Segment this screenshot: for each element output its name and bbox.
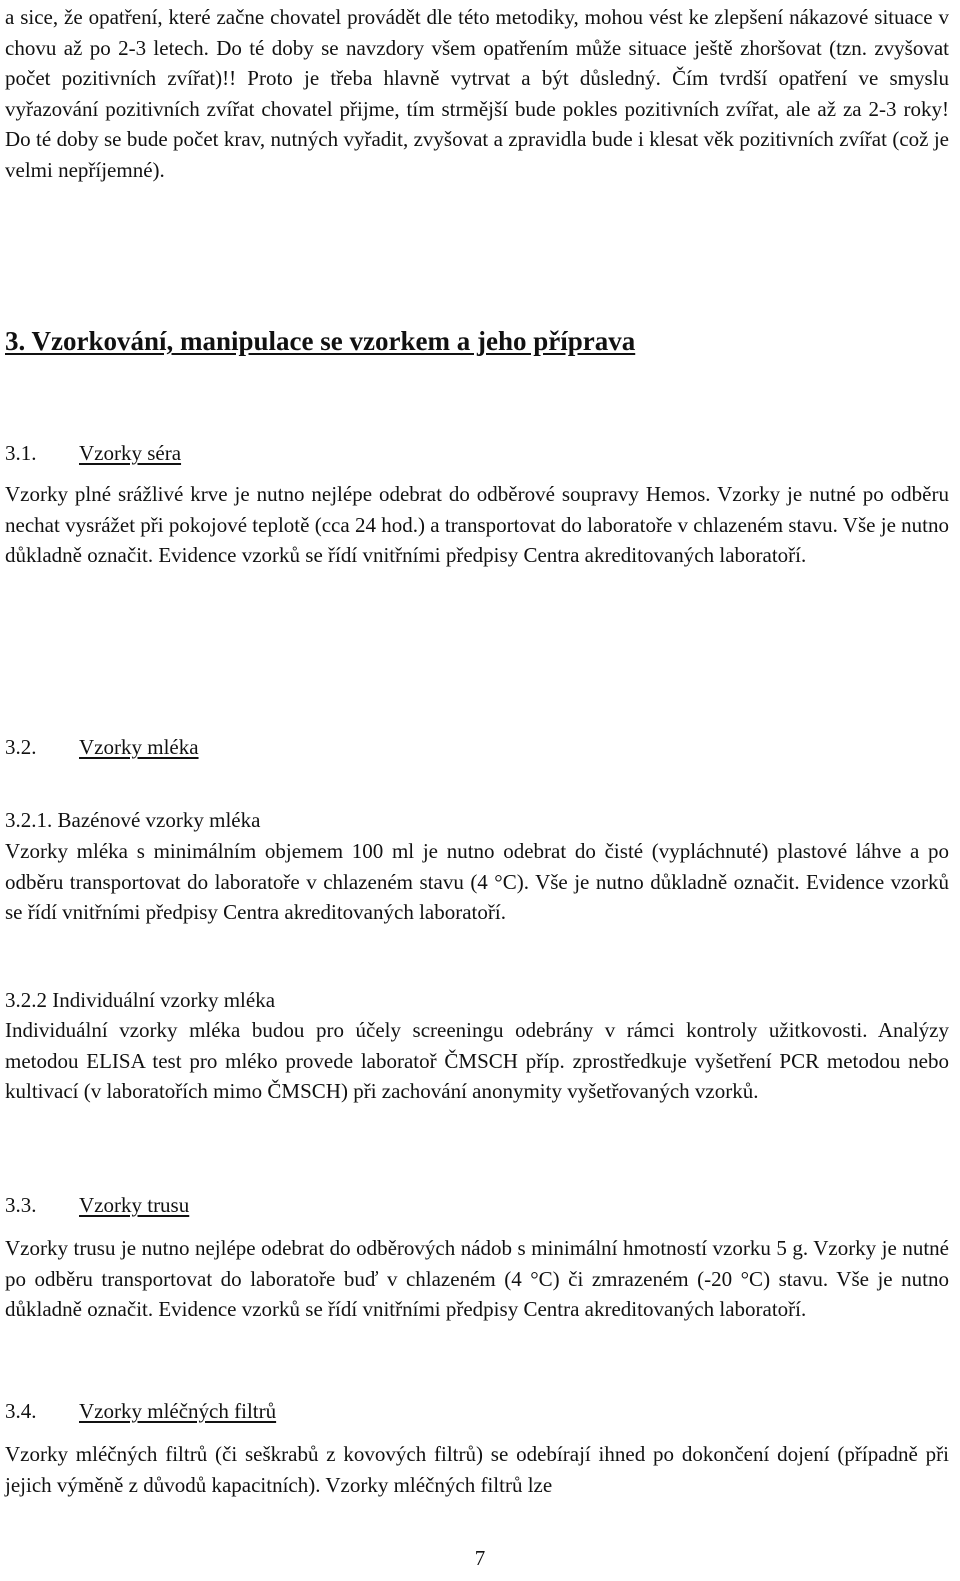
subsection-heading-3-2-1: 3.2.1. Bazénové vzorky mléka xyxy=(5,808,261,832)
subsection-title: Vzorky séra xyxy=(79,441,182,465)
paragraph-bulk-milk-samples: Vzorky mléka s minimálním objemem 100 ml je nutno odebrat do čisté (vypláchnuté) plastové láhve a po odběru transportovat do laboratoře v chlazeném stavu (4 °C). Vše je nutno důkladně označit. Evidence vzorků se řídí vnitřními předpisy Centra akreditovaných laboratoří. xyxy=(5,839,949,924)
intro-paragraph: a sice, že opatření, které začne chovatel provádět dle této metodiky, mohou vést ke zlepšení nákazové situace v chovu až po 2-3 letech. Do té doby se navzdory všem opatřením může situace ještě zhoršovat (tzn. zvyšovat počet pozitivních zvířat)!! Proto je třeba hlavně vytrvat a být důsledný. Čím tvrdší opatření ve smyslu vyřazování pozitivních zvířat chovatel přijme, tím strmější bude pokles pozitivních zvířat, ale až za 2-3 roky! Do té doby se bude počet krav, nutných vyřadit, zvyšovat a zpravidla bude i klesat věk pozitivních zvířat (což je velmi nepříjemné). xyxy=(5,5,949,182)
subsection-heading-3-2-2: 3.2.2 Individuální vzorky mléka xyxy=(5,988,276,1012)
subsection-heading-3-3 xyxy=(5,1190,189,1220)
subsection-title: Vzorky mléčných filtrů xyxy=(79,1399,277,1423)
subsection-heading-3-1 xyxy=(5,438,181,468)
subsection-title: Vzorky mléka xyxy=(79,735,199,759)
subsection-title: Vzorky trusu xyxy=(79,1193,190,1217)
page-number: 7 xyxy=(474,1546,486,1570)
subsection-number: 3.1. xyxy=(5,441,37,465)
paragraph-serum-samples: Vzorky plné srážlivé krve je nutno nejlépe odebrat do odběrové soupravy Hemos. Vzorky je nutné po odběru nechat vysrážet při pokojové teplotě (cca 24 hod.) a transportovat do laboratoře v chlazeném stavu. Vše je nutno důkladně označit. Evidence vzorků se řídí vnitřními předpisy Centra akreditovaných laboratoří. xyxy=(5,482,949,567)
subsection-number: 3.4. xyxy=(5,1399,37,1423)
subsection-number: 3.3. xyxy=(5,1193,37,1217)
paragraph-feces-samples: Vzorky trusu je nutno nejlépe odebrat do odběrových nádob s minimální hmotností vzorku 5 g. Vzorky je nutné po odběru transportovat do laboratoře buď v chlazeném (4 °C) či zmrazeném (-20 °C) stavu. Vše je nutno důkladně označit. Evidence vzorků se řídí vnitřními předpisy Centra akreditovaných laboratoří. xyxy=(5,1236,949,1321)
paragraph-individual-milk-samples: Individuální vzorky mléka budou pro účely screeningu odebrány v rámci kontroly užitkovosti. Analýzy metodou ELISA test pro mléko provede laboratoř ČMSCH příp. zprostředkuje vyšetření PCR metodou nebo kultivací (v laboratořích mimo ČMSCH) při zachování anonymity vyšetřovaných vzorků. xyxy=(5,1018,949,1103)
subsection-heading-3-4 xyxy=(5,1396,276,1426)
subsection-number: 3.2. xyxy=(5,735,37,759)
section-heading-3: 3. Vzorkování, manipulace se vzorkem a jeho příprava xyxy=(5,326,636,356)
subsection-heading-3-2 xyxy=(5,732,199,762)
paragraph-milk-filter-samples: Vzorky mléčných filtrů (či seškrabů z kovových filtrů) se odebírají ihned po dokončení dojení (případně při jejich výměně z důvodů kapacitních). Vzorky mléčných filtrů lze xyxy=(5,1442,949,1497)
